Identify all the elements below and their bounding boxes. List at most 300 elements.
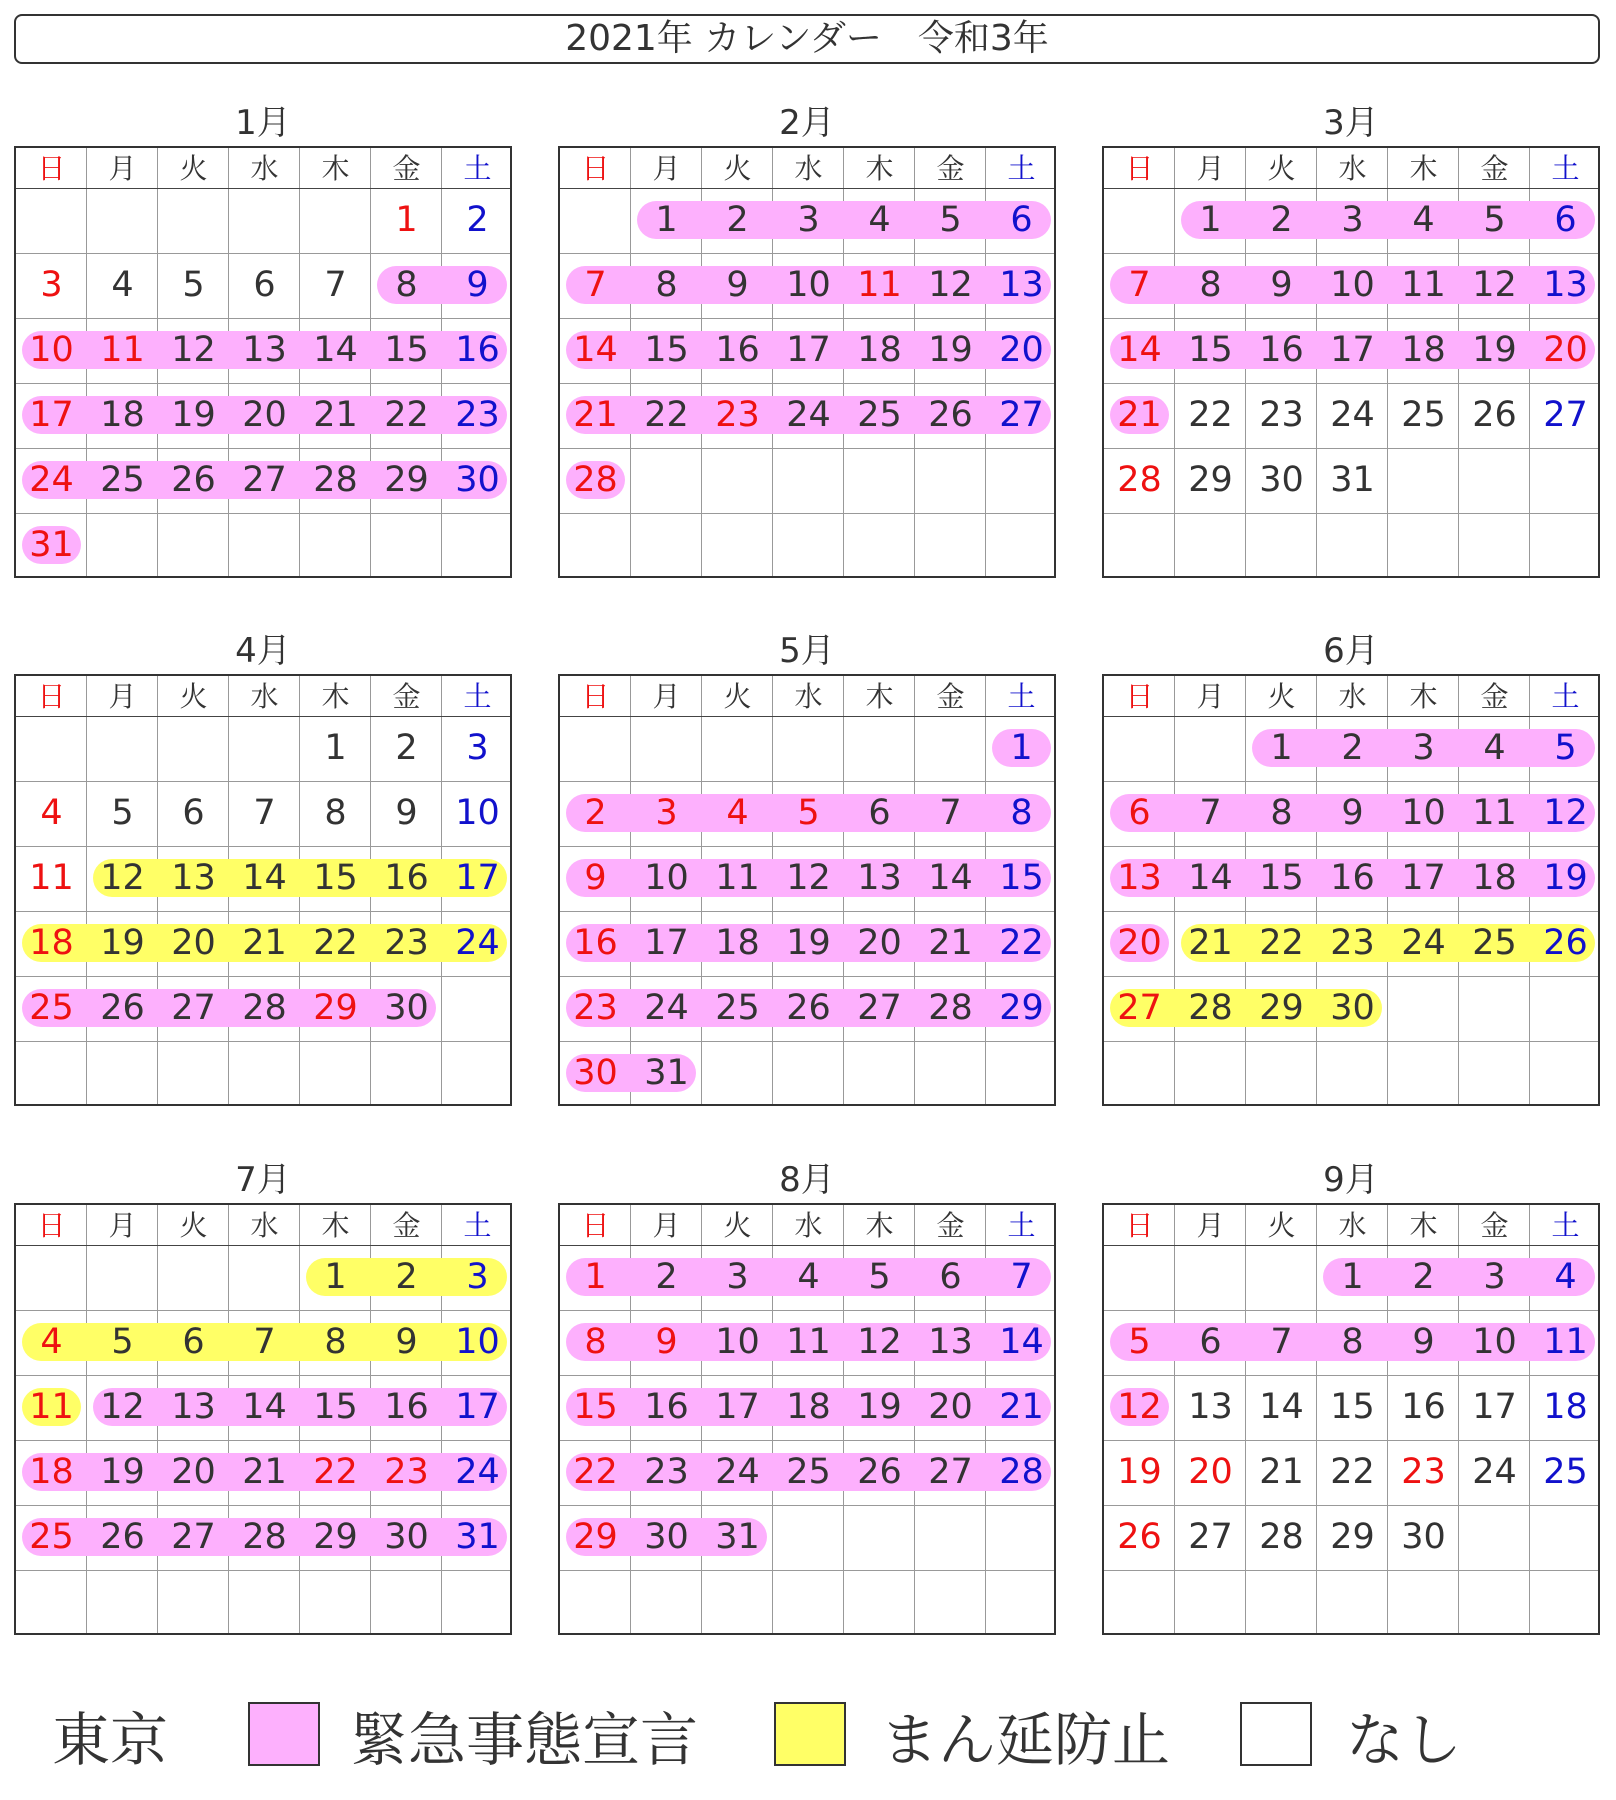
grid-line [560, 716, 1054, 717]
day-cell: 17 [715, 1387, 760, 1427]
weekday-header: 月 [1196, 680, 1225, 713]
day-cell: 14 [999, 1322, 1044, 1362]
day-cell: 30 [644, 1517, 689, 1557]
day-cell: 1 [1270, 728, 1293, 768]
day-cell: 19 [1472, 330, 1517, 370]
day-cell: 31 [29, 525, 74, 565]
weekday-header: 土 [1551, 680, 1580, 713]
day-cell: 11 [857, 265, 902, 305]
day-cell: 17 [1401, 858, 1446, 898]
day-cell: 30 [384, 1517, 429, 1557]
day-cell: 12 [857, 1322, 902, 1362]
day-cell: 11 [29, 1387, 74, 1427]
day-cell: 28 [573, 460, 618, 500]
day-cell: 23 [644, 1452, 689, 1492]
day-cell: 26 [100, 988, 145, 1028]
weekday-header: 水 [1338, 680, 1367, 713]
weekday-header: 金 [1480, 152, 1509, 185]
day-cell: 10 [455, 1322, 500, 1362]
day-cell: 8 [1199, 265, 1222, 305]
day-cell: 9 [1341, 793, 1364, 833]
day-cell: 8 [324, 1322, 347, 1362]
month-grid [1102, 1203, 1600, 1635]
weekday-header: 火 [1267, 1209, 1296, 1242]
day-cell: 9 [1270, 265, 1293, 305]
legend-emergency-swatch [248, 1702, 320, 1766]
weekday-header: 木 [1409, 680, 1438, 713]
day-cell: 13 [242, 330, 287, 370]
day-cell: 1 [584, 1257, 607, 1297]
weekday-header: 水 [1338, 152, 1367, 185]
day-cell: 18 [29, 1452, 74, 1492]
weekday-header: 火 [179, 152, 208, 185]
day-cell: 24 [715, 1452, 760, 1492]
weekday-header: 土 [1551, 152, 1580, 185]
day-cell: 27 [857, 988, 902, 1028]
day-cell: 8 [1010, 793, 1033, 833]
day-cell: 18 [100, 395, 145, 435]
day-cell: 26 [1543, 923, 1588, 963]
day-cell: 3 [1341, 200, 1364, 240]
weekday-header: 日 [1125, 152, 1154, 185]
day-cell: 12 [100, 858, 145, 898]
weekday-header: 火 [723, 1209, 752, 1242]
day-cell: 18 [1543, 1387, 1588, 1427]
day-cell: 30 [1259, 460, 1304, 500]
day-cell: 28 [242, 1517, 287, 1557]
month-4 [14, 628, 512, 1106]
day-cell: 8 [324, 793, 347, 833]
day-cell: 20 [242, 395, 287, 435]
day-cell: 28 [1259, 1517, 1304, 1557]
day-cell: 8 [395, 265, 418, 305]
day-cell: 2 [726, 200, 749, 240]
day-cell: 7 [1128, 265, 1151, 305]
day-cell: 25 [29, 1517, 74, 1557]
day-cell: 31 [1330, 460, 1375, 500]
day-cell: 17 [1330, 330, 1375, 370]
day-cell: 26 [928, 395, 973, 435]
day-cell: 18 [715, 923, 760, 963]
weekday-header: 水 [794, 152, 823, 185]
day-cell: 4 [1483, 728, 1506, 768]
day-cell: 1 [655, 200, 678, 240]
month-title: 3月 [1323, 103, 1379, 143]
day-cell: 14 [1188, 858, 1233, 898]
day-cell: 23 [384, 1452, 429, 1492]
day-cell: 5 [939, 200, 962, 240]
month-title: 6月 [1323, 631, 1379, 671]
day-cell: 7 [1199, 793, 1222, 833]
grid-line [560, 448, 1054, 449]
day-cell: 27 [999, 395, 1044, 435]
weekday-header: 日 [1125, 680, 1154, 713]
day-cell: 16 [384, 1387, 429, 1427]
month-grid [14, 1203, 512, 1635]
month-grid [14, 674, 512, 1106]
day-cell: 25 [857, 395, 902, 435]
month-grid [558, 1203, 1056, 1635]
day-cell: 19 [857, 1387, 902, 1427]
day-cell: 24 [1472, 1452, 1517, 1492]
day-cell: 2 [1270, 200, 1293, 240]
day-cell: 22 [573, 1452, 618, 1492]
day-cell: 11 [1472, 793, 1517, 833]
day-cell: 16 [455, 330, 500, 370]
legend-quasi-label: まん延防止 [880, 1706, 1171, 1774]
month-grid [14, 146, 512, 578]
day-cell: 24 [455, 923, 500, 963]
weekday-header: 水 [794, 1209, 823, 1242]
day-cell: 19 [100, 923, 145, 963]
day-cell: 18 [857, 330, 902, 370]
day-cell: 6 [1010, 200, 1033, 240]
day-cell: 25 [1543, 1452, 1588, 1492]
day-cell: 20 [171, 1452, 216, 1492]
day-cell: 16 [1401, 1387, 1446, 1427]
day-cell: 12 [1543, 793, 1588, 833]
day-cell: 15 [1330, 1387, 1375, 1427]
day-cell: 11 [29, 858, 74, 898]
day-cell: 13 [171, 1387, 216, 1427]
month-8 [558, 1157, 1056, 1635]
day-cell: 11 [1401, 265, 1446, 305]
day-cell: 31 [644, 1053, 689, 1093]
weekday-header: 火 [179, 680, 208, 713]
day-cell: 5 [111, 1322, 134, 1362]
day-cell: 26 [1472, 395, 1517, 435]
month-2 [558, 100, 1056, 578]
day-cell: 2 [466, 200, 489, 240]
day-cell: 16 [384, 858, 429, 898]
day-cell: 24 [644, 988, 689, 1028]
day-cell: 28 [928, 988, 973, 1028]
day-cell: 1 [1341, 1257, 1364, 1297]
day-cell: 5 [111, 793, 134, 833]
day-cell: 10 [455, 793, 500, 833]
month-title: 8月 [779, 1160, 835, 1200]
day-cell: 16 [1259, 330, 1304, 370]
day-cell: 21 [1259, 1452, 1304, 1492]
day-cell: 25 [1401, 395, 1446, 435]
grid-line [1104, 1041, 1598, 1042]
day-cell: 13 [1543, 265, 1588, 305]
day-cell: 14 [313, 330, 358, 370]
day-cell: 5 [1483, 200, 1506, 240]
day-cell: 23 [1401, 1452, 1446, 1492]
day-cell: 15 [313, 858, 358, 898]
day-cell: 12 [1117, 1387, 1162, 1427]
day-cell: 28 [999, 1452, 1044, 1492]
day-cell: 9 [466, 265, 489, 305]
day-cell: 14 [1259, 1387, 1304, 1427]
day-cell: 19 [1543, 858, 1588, 898]
day-cell: 14 [242, 858, 287, 898]
day-cell: 27 [1188, 1517, 1233, 1557]
legend-region: 東京 [52, 1706, 169, 1774]
day-cell: 6 [1199, 1322, 1222, 1362]
day-cell: 9 [395, 1322, 418, 1362]
day-cell: 16 [644, 1387, 689, 1427]
weekday-header: 土 [1007, 1209, 1036, 1242]
day-cell: 18 [786, 1387, 831, 1427]
day-cell: 27 [928, 1452, 973, 1492]
day-cell: 4 [111, 265, 134, 305]
day-cell: 2 [1412, 1257, 1435, 1297]
day-cell: 18 [1472, 858, 1517, 898]
legend-none-swatch [1240, 1702, 1312, 1766]
day-cell: 20 [999, 330, 1044, 370]
day-cell: 20 [857, 923, 902, 963]
day-cell: 16 [573, 923, 618, 963]
day-cell: 28 [1188, 988, 1233, 1028]
day-cell: 17 [29, 395, 74, 435]
day-cell: 21 [1117, 395, 1162, 435]
day-cell: 19 [171, 395, 216, 435]
grid-line [16, 1570, 510, 1571]
day-cell: 18 [29, 923, 74, 963]
month-title: 9月 [1323, 1160, 1379, 1200]
weekday-header: 土 [1007, 152, 1036, 185]
weekday-header: 土 [1007, 680, 1036, 713]
day-cell: 3 [1412, 728, 1435, 768]
day-cell: 10 [1401, 793, 1446, 833]
day-cell: 10 [1330, 265, 1375, 305]
day-cell: 23 [1330, 923, 1375, 963]
day-cell: 15 [573, 1387, 618, 1427]
weekday-header: 火 [1267, 680, 1296, 713]
weekday-header: 月 [1196, 152, 1225, 185]
day-cell: 5 [1554, 728, 1577, 768]
day-cell: 29 [999, 988, 1044, 1028]
day-cell: 5 [182, 265, 205, 305]
day-cell: 18 [1401, 330, 1446, 370]
day-cell: 1 [1010, 728, 1033, 768]
day-cell: 22 [1259, 923, 1304, 963]
weekday-header: 木 [865, 152, 894, 185]
weekday-header: 月 [108, 152, 137, 185]
legend [0, 1680, 1616, 1800]
day-cell: 2 [584, 793, 607, 833]
day-cell: 21 [999, 1387, 1044, 1427]
day-cell: 3 [40, 265, 63, 305]
day-cell: 27 [171, 1517, 216, 1557]
day-cell: 11 [786, 1322, 831, 1362]
day-cell: 6 [182, 793, 205, 833]
day-cell: 19 [786, 923, 831, 963]
day-cell: 23 [573, 988, 618, 1028]
day-cell: 13 [1188, 1387, 1233, 1427]
weekday-header: 水 [1338, 1209, 1367, 1242]
day-cell: 20 [171, 923, 216, 963]
weekday-header: 水 [794, 680, 823, 713]
day-cell: 31 [715, 1517, 760, 1557]
day-cell: 28 [242, 988, 287, 1028]
day-cell: 10 [29, 330, 74, 370]
day-cell: 30 [384, 988, 429, 1028]
day-cell: 19 [100, 1452, 145, 1492]
day-cell: 6 [939, 1257, 962, 1297]
day-cell: 15 [1259, 858, 1304, 898]
day-cell: 14 [928, 858, 973, 898]
weekday-header: 金 [1480, 680, 1509, 713]
day-cell: 21 [242, 923, 287, 963]
day-cell: 7 [324, 265, 347, 305]
day-cell: 4 [40, 1322, 63, 1362]
day-cell: 9 [395, 793, 418, 833]
day-cell: 12 [786, 858, 831, 898]
weekday-header: 火 [723, 680, 752, 713]
day-cell: 17 [786, 330, 831, 370]
month-title: 7月 [235, 1160, 291, 1200]
weekday-header: 日 [581, 1209, 610, 1242]
day-cell: 3 [726, 1257, 749, 1297]
month-title: 4月 [235, 631, 291, 671]
weekday-header: 金 [936, 1209, 965, 1242]
day-cell: 29 [573, 1517, 618, 1557]
day-cell: 11 [1543, 1322, 1588, 1362]
day-cell: 22 [313, 923, 358, 963]
day-cell: 10 [644, 858, 689, 898]
weekday-header: 金 [936, 152, 965, 185]
month-title: 1月 [235, 103, 291, 143]
day-cell: 31 [455, 1517, 500, 1557]
day-cell: 6 [1128, 793, 1151, 833]
day-cell: 3 [466, 1257, 489, 1297]
day-cell: 22 [999, 923, 1044, 963]
day-cell: 10 [1472, 1322, 1517, 1362]
day-cell: 3 [655, 793, 678, 833]
calendar-title: 2021年 カレンダー 令和3年 [14, 14, 1600, 64]
day-cell: 17 [455, 858, 500, 898]
legend-none-label: なし [1346, 1706, 1463, 1774]
day-cell: 26 [171, 460, 216, 500]
day-cell: 23 [455, 395, 500, 435]
day-cell: 25 [29, 988, 74, 1028]
day-cell: 21 [928, 923, 973, 963]
day-cell: 20 [1117, 923, 1162, 963]
month-title: 5月 [779, 631, 835, 671]
month-grid [1102, 146, 1600, 578]
weekday-header: 火 [723, 152, 752, 185]
day-cell: 29 [384, 460, 429, 500]
day-cell: 14 [573, 330, 618, 370]
day-cell: 6 [182, 1322, 205, 1362]
day-cell: 19 [928, 330, 973, 370]
day-cell: 7 [1010, 1257, 1033, 1297]
weekday-header: 火 [1267, 152, 1296, 185]
day-cell: 10 [715, 1322, 760, 1362]
weekday-header: 日 [1125, 1209, 1154, 1242]
grid-line [560, 1570, 1054, 1571]
day-cell: 5 [797, 793, 820, 833]
day-cell: 23 [715, 395, 760, 435]
day-cell: 12 [1472, 265, 1517, 305]
day-cell: 17 [1472, 1387, 1517, 1427]
day-cell: 1 [324, 1257, 347, 1297]
day-cell: 30 [455, 460, 500, 500]
day-cell: 26 [1117, 1517, 1162, 1557]
day-cell: 9 [584, 858, 607, 898]
day-cell: 12 [100, 1387, 145, 1427]
day-cell: 20 [928, 1387, 973, 1427]
day-cell: 13 [857, 858, 902, 898]
grid-line [1104, 513, 1598, 514]
day-cell: 8 [584, 1322, 607, 1362]
day-cell: 6 [1554, 200, 1577, 240]
day-cell: 4 [726, 793, 749, 833]
day-cell: 9 [655, 1322, 678, 1362]
day-cell: 11 [100, 330, 145, 370]
day-cell: 8 [1341, 1322, 1364, 1362]
day-cell: 26 [857, 1452, 902, 1492]
weekday-header: 日 [581, 152, 610, 185]
month-7 [14, 1157, 512, 1635]
grid-line [1104, 1570, 1598, 1571]
day-cell: 25 [715, 988, 760, 1028]
weekday-header: 月 [652, 152, 681, 185]
grid-line [16, 513, 510, 514]
weekday-header: 土 [463, 152, 492, 185]
day-cell: 19 [1117, 1452, 1162, 1492]
weekday-header: 土 [1551, 1209, 1580, 1242]
day-cell: 11 [715, 858, 760, 898]
day-cell: 14 [242, 1387, 287, 1427]
weekday-header: 木 [1409, 1209, 1438, 1242]
day-cell: 2 [395, 1257, 418, 1297]
day-cell: 9 [1412, 1322, 1435, 1362]
day-cell: 1 [324, 728, 347, 768]
day-cell: 15 [384, 330, 429, 370]
day-cell: 15 [999, 858, 1044, 898]
weekday-header: 木 [321, 680, 350, 713]
weekday-header: 金 [936, 680, 965, 713]
day-cell: 3 [1483, 1257, 1506, 1297]
month-grid [1102, 674, 1600, 1106]
day-cell: 5 [868, 1257, 891, 1297]
month-9 [1102, 1157, 1600, 1635]
day-cell: 4 [797, 1257, 820, 1297]
day-cell: 1 [395, 200, 418, 240]
day-cell: 26 [100, 1517, 145, 1557]
day-cell: 29 [313, 988, 358, 1028]
day-cell: 24 [29, 460, 74, 500]
day-cell: 13 [171, 858, 216, 898]
weekday-header: 日 [581, 680, 610, 713]
day-cell: 28 [313, 460, 358, 500]
weekday-header: 土 [463, 680, 492, 713]
day-cell: 23 [1259, 395, 1304, 435]
month-title: 2月 [779, 103, 835, 143]
day-cell: 27 [171, 988, 216, 1028]
day-cell: 24 [1401, 923, 1446, 963]
day-cell: 21 [1188, 923, 1233, 963]
day-cell: 21 [573, 395, 618, 435]
day-cell: 7 [584, 265, 607, 305]
weekday-header: 月 [108, 1209, 137, 1242]
weekday-header: 月 [652, 680, 681, 713]
day-cell: 22 [384, 395, 429, 435]
day-cell: 13 [928, 1322, 973, 1362]
day-cell: 22 [313, 1452, 358, 1492]
day-cell: 4 [868, 200, 891, 240]
day-cell: 29 [1188, 460, 1233, 500]
day-cell: 21 [242, 1452, 287, 1492]
day-cell: 27 [242, 460, 287, 500]
day-cell: 16 [1330, 858, 1375, 898]
weekday-header: 水 [250, 152, 279, 185]
day-cell: 7 [1270, 1322, 1293, 1362]
